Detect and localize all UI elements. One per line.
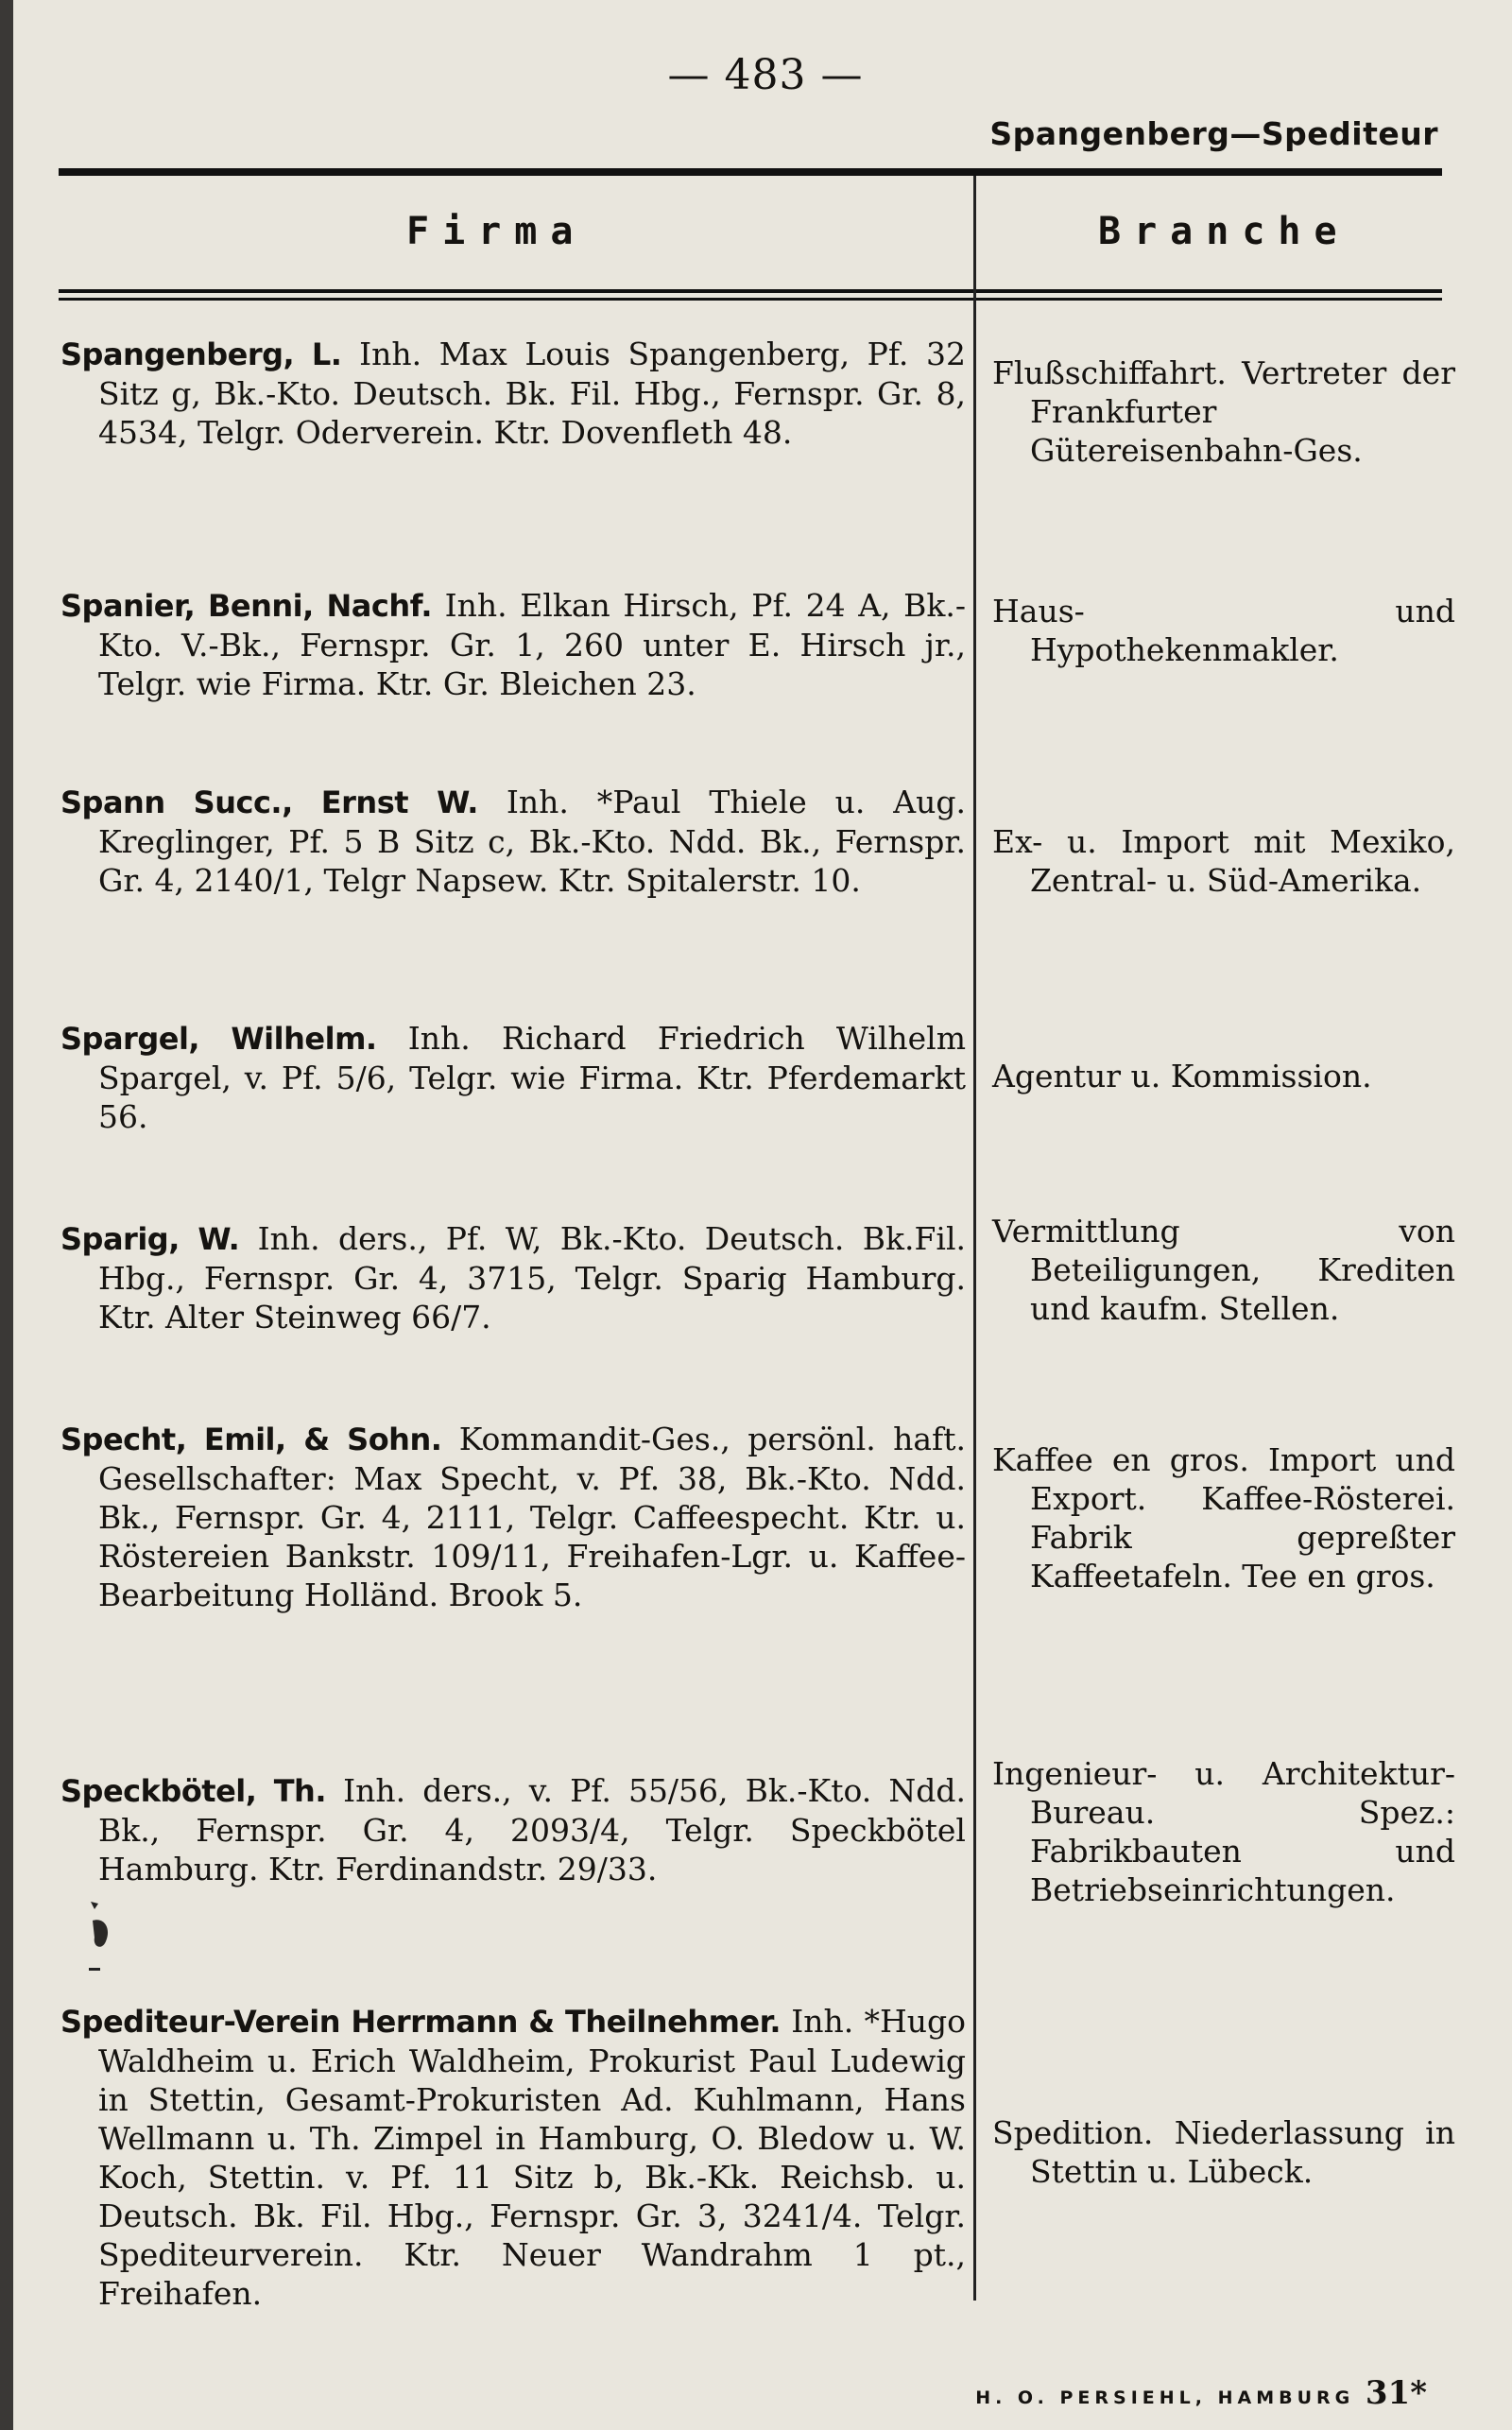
firma-text	[60, 335, 966, 452]
entry-firma	[60, 1019, 975, 1136]
firma-details: Inh. *Hugo Waldheim u. Erich Waldheim, Prokurist Paul Ludewig in Stettin, Gesamt-Prokuristen Ad. Kuhlmann, Hans Wellmann u. Th. Zimpel in Hamburg, O. Bledow u. W. Koch, Stettin. v. Pf. 11 Sitz b, Bk.-Kk. Reichsb. u. Deutsch. Bk. Fil. Hbg., Fernspr. Gr. 3, 3241/4. Telgr. Spediteurverein. Ktr. Neuer Wandrahm 1 pt., Freihafen.	[98, 2003, 966, 2312]
entry-branche: Agentur u. Kommission.	[992, 1058, 1372, 1094]
entry-branche: Vermittlung von Beteiligungen, Krediten und kaufm. Stellen.	[992, 1213, 1455, 1327]
header-rule	[59, 289, 1442, 293]
entry-firma	[60, 1219, 975, 1336]
sheet-signature: 31*	[1365, 2374, 1427, 2412]
firma-name: Speckbötel, Th.	[60, 1773, 326, 1809]
firma-details: Kommandit-Ges., persönl. haft. Gesellschafter: Max Specht, v. Pf. 38, Bk.-Kto. Ndd. Bk., Fernspr. Gr. 4, 2111, Telgr. Caffeespecht. Ktr. u. Röstereien Bankstr. 109/11, Freihafen-Lgr. u. Kaffee-Bearbeitung Holländ. Brook 5.	[98, 1421, 967, 1613]
firma-details: Inh. Richard Friedrich Wilhelm Spargel, v. Pf. 5/6, Telgr. wie Firma. Ktr. Pferdemarkt 56.	[98, 1020, 966, 1135]
firma-name: Sparig, W.	[60, 1221, 240, 1257]
firma-name: Spangenberg, L.	[60, 336, 342, 372]
column-header-branche: Branche	[1098, 210, 1350, 253]
firma-text	[60, 1771, 966, 1888]
firma-name: Spann Succ., Ernst W.	[60, 784, 478, 820]
entry-branche: Ingenieur- u. Architektur-Bureau. Spez.: Fabrikbauten und Betriebseinrichtungen.	[992, 1755, 1455, 1908]
firma-details: Inh. *Paul Thiele u. Aug. Kreglinger, Pf. 5 B Sitz c, Bk.-Kto. Ndd. Bk., Fernspr. Gr. 4, 2140/1, Telgr Napsew. Ktr. Spitalerstr. 10.	[98, 784, 967, 899]
firma-name: Specht, Emil, & Sohn.	[60, 1422, 442, 1457]
firma-text	[60, 1219, 966, 1336]
entry-branche: Flußschiffahrt. Vertreter der Frankfurter Gütereisenbahn-Ges.	[992, 354, 1455, 469]
firma-details: Inh. Elkan Hirsch, Pf. 24 A, Bk.-Kto. V.-Bk., Fernspr. Gr. 1, 260 unter E. Hirsch jr., Telgr. wie Firma. Ktr. Gr. Bleichen 23.	[98, 587, 967, 702]
page-edge-shadow	[0, 0, 13, 2430]
firma-name: Spediteur-Verein Herrmann & Theilnehmer.	[60, 2004, 781, 2040]
printer-imprint: H. O. PERSIEHL, HAMBURG	[975, 2387, 1355, 2408]
firma-text	[60, 1420, 966, 1614]
firma-details: Inh. ders., Pf. W, Bk.-Kto. Deutsch. Bk.Fil. Hbg., Fernspr. Gr. 4, 3715, Telgr. Sparig Hamburg. Ktr. Alter Steinweg 66/7.	[98, 1220, 966, 1336]
page-number: — 483 —	[667, 51, 864, 99]
firma-text	[60, 2002, 966, 2313]
entry-branche: Kaffee en gros. Import und Export. Kaffee-Rösterei. Fabrik gepreßter Kaffeetafeln. Tee en gros.	[992, 1441, 1455, 1594]
entry-firma	[60, 335, 975, 452]
firma-details: Inh. ders., v. Pf. 55/56, Bk.-Kto. Ndd. Bk., Fernspr. Gr. 4, 2093/4, Telgr. Speckbötel Hamburg. Ktr. Ferdinandstr. 29/33.	[98, 1772, 966, 1887]
printer-footer	[975, 2374, 1427, 2412]
firma-text	[60, 1019, 966, 1136]
entry-branche: Spedition. Niederlassung in Stettin u. Lübeck.	[992, 2114, 1455, 2190]
entry-firma	[60, 783, 975, 900]
entry-firma	[60, 2002, 975, 2313]
top-rule	[59, 168, 1442, 176]
entry-branche: Ex- u. Import mit Mexiko, Zentral- u. Süd-Amerika.	[992, 823, 1455, 899]
running-head: Spangenberg—Spediteur	[989, 115, 1438, 152]
header-rule-lower	[59, 298, 1442, 301]
firma-text	[60, 586, 966, 703]
entry-firma	[60, 1771, 975, 1888]
firma-text	[60, 783, 966, 900]
entry-firma	[60, 586, 975, 703]
column-header-firma: Firma	[406, 210, 587, 253]
firma-name: Spargel, Wilhelm.	[60, 1021, 377, 1057]
firma-name: Spanier, Benni, Nachf.	[60, 588, 432, 624]
entry-branche: Haus- und Hypothekenmakler.	[992, 593, 1455, 668]
firma-details: Inh. Max Louis Spangenberg, Pf. 32 Sitz g, Bk.-Kto. Deutsch. Bk. Fil. Hbg., Fernspr. Gr. 8, 4534, Telgr. Oderverein. Ktr. Dovenfleth 48.	[98, 336, 967, 451]
ink-smudge-icon	[83, 1900, 121, 1975]
entry-firma	[60, 1420, 975, 1614]
